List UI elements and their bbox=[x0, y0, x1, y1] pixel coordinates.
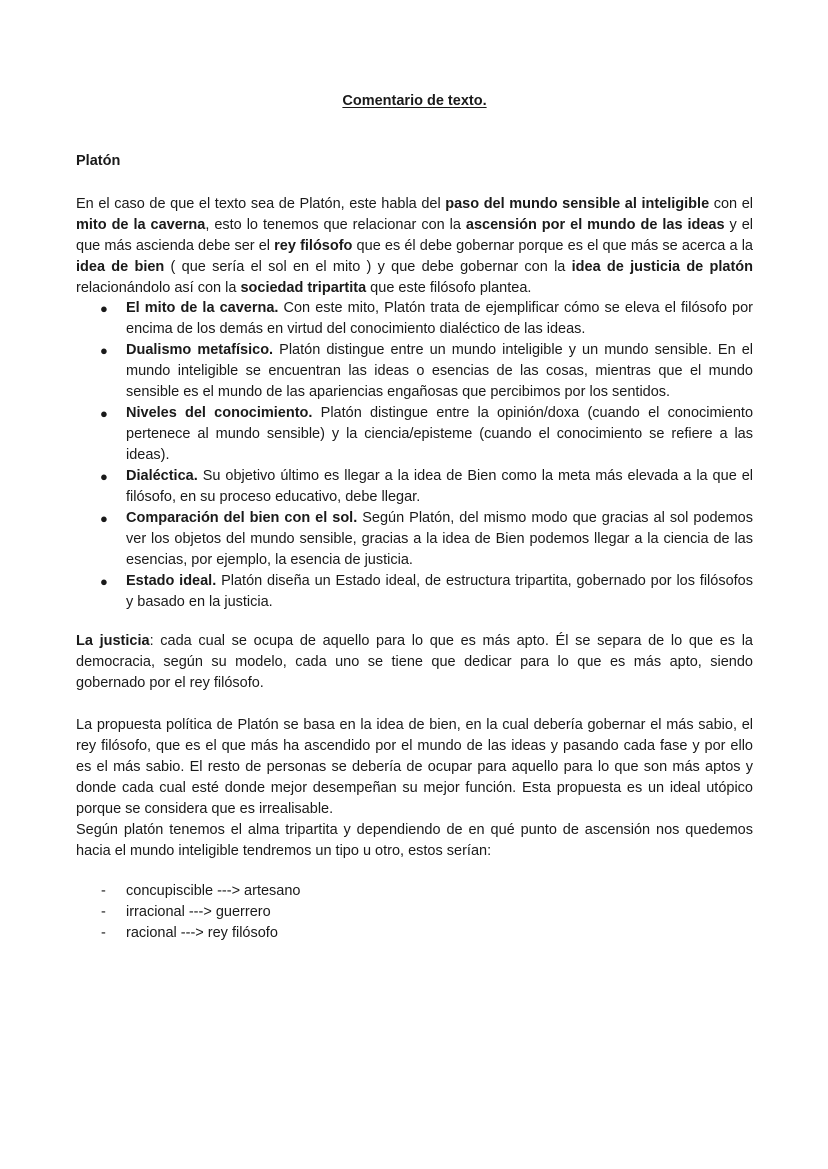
bullet-term: Niveles del conocimiento. bbox=[126, 405, 313, 421]
bullet-term: Dialéctica. bbox=[126, 468, 198, 484]
soul-type-text: concupiscible ---> artesano bbox=[126, 883, 301, 899]
list-item-dialectica bbox=[76, 466, 753, 508]
justicia-paragraph bbox=[76, 631, 753, 694]
alma-tripartita-paragraph: Según platón tenemos el alma tripartita y dependiendo de en qué punto de ascensión nos quedemos hacia el mundo inteligible tendremos un tipo u otro, estos serían: bbox=[76, 822, 753, 859]
bullet-icon: ● bbox=[100, 343, 108, 358]
soul-type-text: irracional ---> guerrero bbox=[126, 904, 271, 920]
propuesta-paragraph: La propuesta política de Platón se basa en la idea de bien, en la cual debería gobernar el más sabio, el rey filósofo, que es el que más ha ascendido por el mundo de las ideas y pasando cada fase y por ello es el más sabio. El resto de personas se debería de ocupar para aquello para lo que son más aptos y donde cada cual esté donde mejor desempeñan su mejor función. Esta propuesta es un ideal utópico porque se considera que es irrealisable. bbox=[76, 717, 753, 817]
intro-segment: ( que sería el sol en el mito ) y que debe gobernar con la bbox=[164, 259, 572, 275]
bullet-term: Comparación del bien con el sol. bbox=[126, 510, 358, 526]
bullet-text: Su objetivo último es llegar a la idea de Bien como la meta más elevada a la que el filósofo, en su proceso educativo, debe llegar. bbox=[126, 468, 753, 505]
bullet-icon: ● bbox=[100, 511, 108, 526]
list-item-dualismo bbox=[76, 340, 753, 403]
bullet-term: Dualismo metafísico. bbox=[126, 342, 274, 358]
section-heading-platon: Platón bbox=[76, 153, 121, 169]
bullet-icon: ● bbox=[100, 406, 108, 421]
intro-segment: En el caso de que el texto sea de Platón, este habla del bbox=[76, 196, 446, 212]
intro-bold-segment: idea de bien bbox=[76, 259, 165, 275]
intro-bold-segment: mito de la caverna bbox=[76, 217, 206, 233]
justicia-term: La justicia bbox=[76, 633, 150, 649]
intro-segment: que este filósofo plantea. bbox=[366, 280, 532, 296]
document-title: Comentario de texto. bbox=[342, 93, 487, 109]
intro-segment: , esto lo tenemos que relacionar con la bbox=[205, 217, 466, 233]
intro-paragraph bbox=[76, 194, 753, 299]
soul-type-item bbox=[76, 923, 301, 944]
intro-segment: que es él debe gobernar porque es el que más se acerca a la bbox=[352, 238, 753, 254]
key-concepts-list bbox=[76, 298, 753, 613]
soul-type-text: racional ---> rey filósofo bbox=[126, 925, 278, 941]
intro-bold-segment: rey filósofo bbox=[274, 238, 353, 254]
dash-icon: - bbox=[101, 925, 106, 941]
bullet-text: Platón distingue entre la opinión/doxa (cuando el conocimiento pertenece al mundo sensible) y la ciencia/episteme (cuando el conocimiento se refiere a las ideas). bbox=[126, 405, 754, 463]
intro-bold-segment: ascensión por el mundo de las ideas bbox=[465, 217, 725, 233]
justicia-text: : cada cual se ocupa de aquello para lo que es más apto. Él se separa de lo que es la democracia, según su modelo, cada uno se tiene que dedicar para lo que es más apto, siendo gobernado por el rey filósofo. bbox=[76, 633, 753, 691]
bullet-icon: ● bbox=[100, 469, 108, 484]
intro-bold-segment: paso del mundo sensible al inteligible bbox=[445, 196, 710, 212]
bullet-text: Con este mito, Platón trata de ejemplificar cómo se eleva el filósofo por encima de los demás en virtud del conocimiento dialéctico de las ideas. bbox=[126, 300, 753, 337]
bullet-term: Estado ideal. bbox=[126, 573, 217, 589]
bullet-icon: ● bbox=[100, 574, 108, 589]
intro-segment: y el que más ascienda debe ser el bbox=[76, 217, 754, 254]
propuesta-section bbox=[76, 715, 753, 862]
soul-type-item bbox=[76, 902, 301, 923]
list-item-bien-sol bbox=[76, 508, 753, 571]
bullet-text: Platón distingue entre un mundo inteligible y un mundo sensible. En el mundo inteligible se encuentran las ideas o esencias de las cosas, mientras que el mundo sensible es el mundo de las apariencias engañosas que percibimos por los sentidos. bbox=[126, 342, 754, 400]
dash-icon: - bbox=[101, 883, 106, 899]
intro-bold-segment: idea de justicia de platón bbox=[571, 259, 753, 275]
bullet-text: Platón diseña un Estado ideal, de estructura tripartita, gobernado por los filósofos y basado en la justicia. bbox=[126, 573, 753, 610]
dash-icon: - bbox=[101, 904, 106, 920]
list-item-estado-ideal bbox=[76, 571, 753, 613]
bullet-term: El mito de la caverna. bbox=[126, 300, 279, 316]
intro-segment: relacionándolo así con la bbox=[76, 280, 241, 296]
list-item-niveles bbox=[76, 403, 753, 466]
list-item-mito-caverna bbox=[76, 298, 753, 340]
bullet-text: Según Platón, del mismo modo que gracias al sol podemos ver los objetos del mundo sensible, gracias a la idea de Bien podemos llegar a la ciencia de las esencias, por ejemplo, la esencia de justicia. bbox=[126, 510, 753, 568]
soul-type-item bbox=[76, 881, 301, 902]
intro-bold-segment: sociedad tripartita bbox=[240, 280, 367, 296]
soul-types-list bbox=[76, 881, 301, 944]
bullet-icon: ● bbox=[100, 301, 108, 316]
intro-segment: con el bbox=[709, 196, 753, 212]
